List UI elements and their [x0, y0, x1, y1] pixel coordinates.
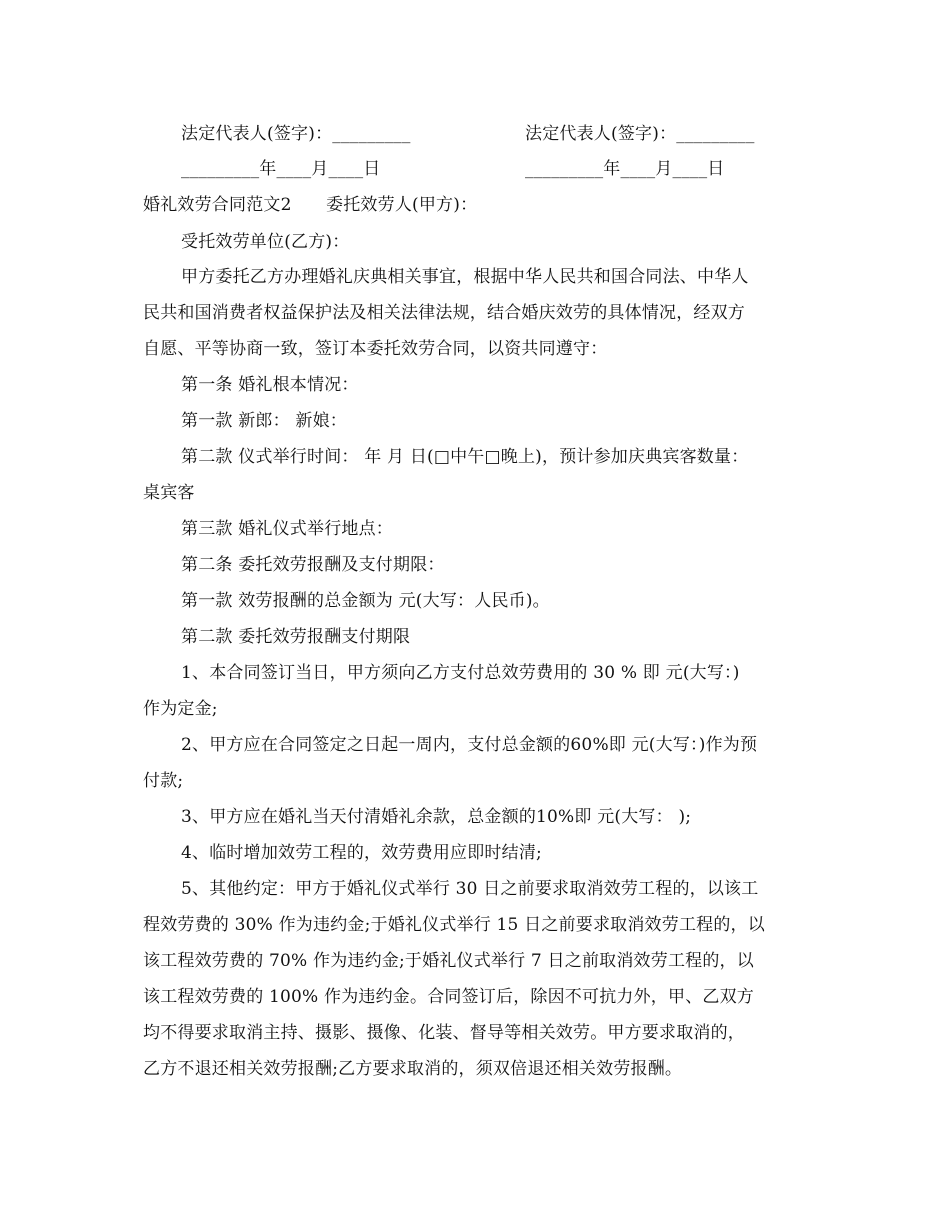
clause-1-line-2: 作为定金;: [143, 699, 218, 719]
article-1-title: 第一条 婚礼根本情况：: [181, 375, 359, 395]
document-title-line: 婚礼效劳合同范文2 委托效劳人(甲方)：: [143, 195, 478, 215]
article-2-item-2: 第二款 委托效劳报酬支付期限: [181, 627, 411, 647]
article-1-item-1: 第一款 新郎： 新娘：: [181, 411, 348, 431]
signature-left-rep: 法定代表人(签字)：_________: [181, 124, 411, 144]
clause-5-line-6: 乙方不退还相关效劳报酬;乙方要求取消的，须双倍退还相关效劳报酬。: [143, 1059, 683, 1079]
article-1-item-3: 第三款 婚礼仪式举行地点：: [181, 519, 394, 539]
clause-3: 3、甲方应在婚礼当天付清婚礼余款，总金额的10%即 元(大写： );: [181, 807, 692, 827]
intro-line-3: 自愿、平等协商一致，签订本委托效劳合同，以资共同遵守：: [143, 339, 608, 359]
clause-1-line-1: 1、本合同签订当日，甲方须向乙方支付总效劳费用的 30 % 即 元(大写：): [181, 663, 740, 683]
clause-5-line-4: 该工程效劳费的 100% 作为违约金。合同签订后，除因不可抗力外，甲、乙双方: [143, 987, 755, 1007]
clause-5-line-1: 5、其他约定：甲方于婚礼仪式举行 30 日之前要求取消效劳工程的，以该工: [181, 879, 759, 899]
clause-5-line-5: 均不得要求取消主持、摄影、摄像、化装、督导等相关效劳。甲方要求取消的，: [143, 1023, 745, 1043]
article-1-item-2-line-1: 第二款 仪式举行时间： 年 月 日(□中午□晚上)，预计参加庆典宾客数量：: [181, 447, 749, 467]
signature-right-date: _________年____月____日: [525, 159, 725, 179]
article-2-item-1: 第一款 效劳报酬的总金额为 元(大写：人民币)。: [181, 591, 550, 611]
clause-5-line-3: 该工程效劳费的 70% 作为违约金;于婚礼仪式举行 7 日之前取消效劳工程的，以: [143, 951, 754, 971]
signature-left-date: _________年____月____日: [181, 159, 381, 179]
article-1-item-2-line-2: 桌宾客: [143, 483, 195, 503]
party-b-line: 受托效劳单位(乙方)：: [181, 232, 350, 252]
clause-5-line-2: 程效劳费的 30% 作为违约金;于婚礼仪式举行 15 日之前要求取消效劳工程的，以: [143, 915, 765, 935]
clause-4: 4、临时增加效劳工程的，效劳费用应即时结清;: [181, 843, 542, 863]
clause-2-line-1: 2、甲方应在合同签定之日起一周内，支付总金额的60%即 元(大写：)作为预: [181, 735, 758, 755]
intro-line-2: 民共和国消费者权益保护法及相关法律法规，结合婚庆效劳的具体情况，经双方: [143, 303, 745, 323]
clause-2-line-2: 付款;: [143, 771, 184, 791]
intro-line-1: 甲方委托乙方办理婚礼庆典相关事宜，根据中华人民共和国合同法、中华人: [181, 267, 749, 287]
signature-right-rep: 法定代表人(签字)：_________: [525, 124, 755, 144]
article-2-title: 第二条 委托效劳报酬及支付期限：: [181, 555, 445, 575]
